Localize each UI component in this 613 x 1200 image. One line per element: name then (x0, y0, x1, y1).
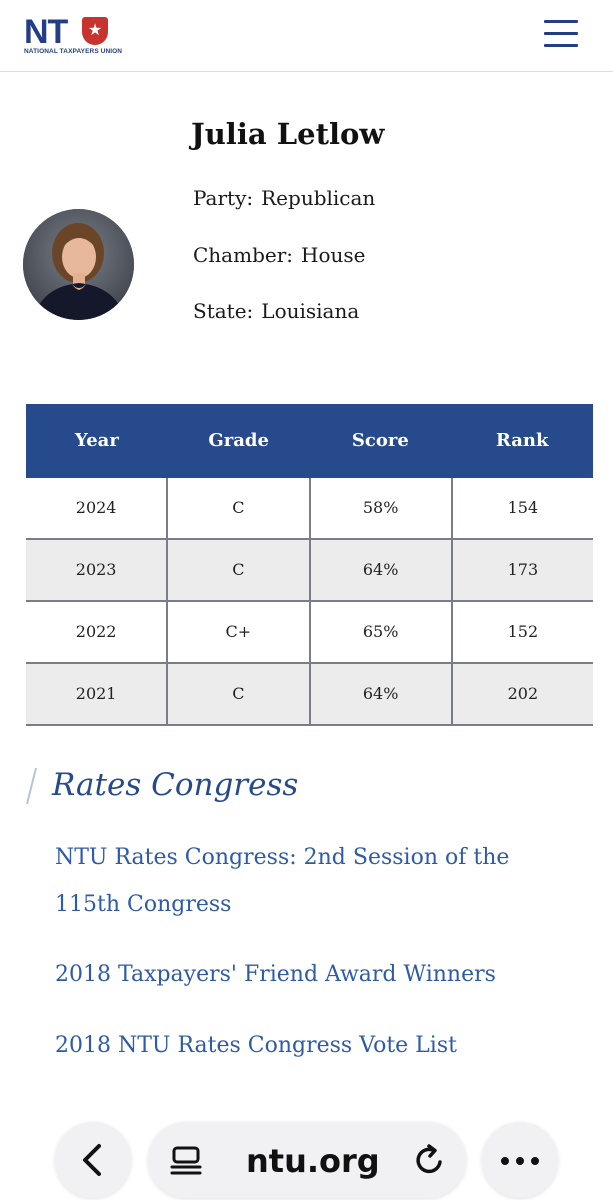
cell-year: 2024 (75, 498, 117, 517)
cell-year: 2021 (75, 684, 117, 703)
chamber-value: House (301, 243, 366, 267)
slash-divider-icon (24, 766, 38, 806)
member-name: Julia Letlow (191, 117, 385, 151)
header-score: Score (351, 430, 409, 451)
party-row (193, 184, 375, 212)
ellipsis-icon (500, 1156, 540, 1166)
header-grade: Grade (208, 430, 269, 451)
party-label: Party: (193, 186, 254, 210)
logo-subtitle: NATIONAL TAXPAYERS UNION (24, 48, 123, 55)
cell-year: 2022 (75, 622, 117, 641)
cell-grade: C (166, 478, 308, 538)
link-rates-congress-115th[interactable]: NTU Rates Congress: 2nd Session of the 115th Congress (55, 845, 510, 917)
portrait-photo (23, 209, 134, 320)
cell-grade: C (166, 540, 308, 600)
more-button[interactable] (482, 1122, 558, 1198)
site-header (0, 0, 613, 72)
cell-rank: 152 (451, 602, 593, 662)
cell-grade: C+ (166, 602, 308, 662)
hamburger-menu-icon[interactable] (544, 18, 580, 50)
state-value: Louisiana (261, 299, 360, 323)
cell-score: 65% (309, 602, 451, 662)
ratings-table (26, 404, 593, 726)
link-taxpayers-friend-award[interactable]: 2018 Taxpayers' Friend Award Winners (55, 962, 496, 987)
header-year: Year (74, 430, 119, 451)
chamber-row (193, 241, 365, 269)
cell-grade: C (166, 664, 308, 724)
table-header (26, 404, 593, 478)
table-row (26, 540, 593, 602)
section-title: Rates Congress (52, 767, 299, 803)
cell-rank: 202 (451, 664, 593, 724)
header-rank: Rank (495, 430, 549, 451)
table-row (26, 664, 593, 726)
cell-rank: 154 (451, 478, 593, 538)
state-row (193, 297, 359, 325)
table-row (26, 602, 593, 664)
star-badge-icon: ★ (82, 17, 108, 45)
chevron-left-icon (79, 1142, 107, 1178)
state-label: State: (193, 299, 254, 323)
reader-mode-icon[interactable] (170, 1143, 204, 1177)
cell-score: 64% (309, 664, 451, 724)
cell-score: 64% (309, 540, 451, 600)
logo-letters: NT (24, 13, 68, 51)
chamber-label: Chamber: (193, 243, 294, 267)
url-text[interactable]: ntu.org (246, 1142, 380, 1180)
cell-year: 2023 (75, 560, 117, 579)
cell-rank: 173 (451, 540, 593, 600)
back-button[interactable] (55, 1122, 131, 1198)
reload-icon[interactable] (412, 1142, 448, 1178)
link-vote-list[interactable]: 2018 NTU Rates Congress Vote List (55, 1033, 457, 1058)
table-row (26, 478, 593, 540)
avatar (23, 209, 134, 320)
ntu-logo[interactable] (24, 13, 123, 58)
party-value: Republican (261, 186, 376, 210)
cell-score: 58% (309, 478, 451, 538)
